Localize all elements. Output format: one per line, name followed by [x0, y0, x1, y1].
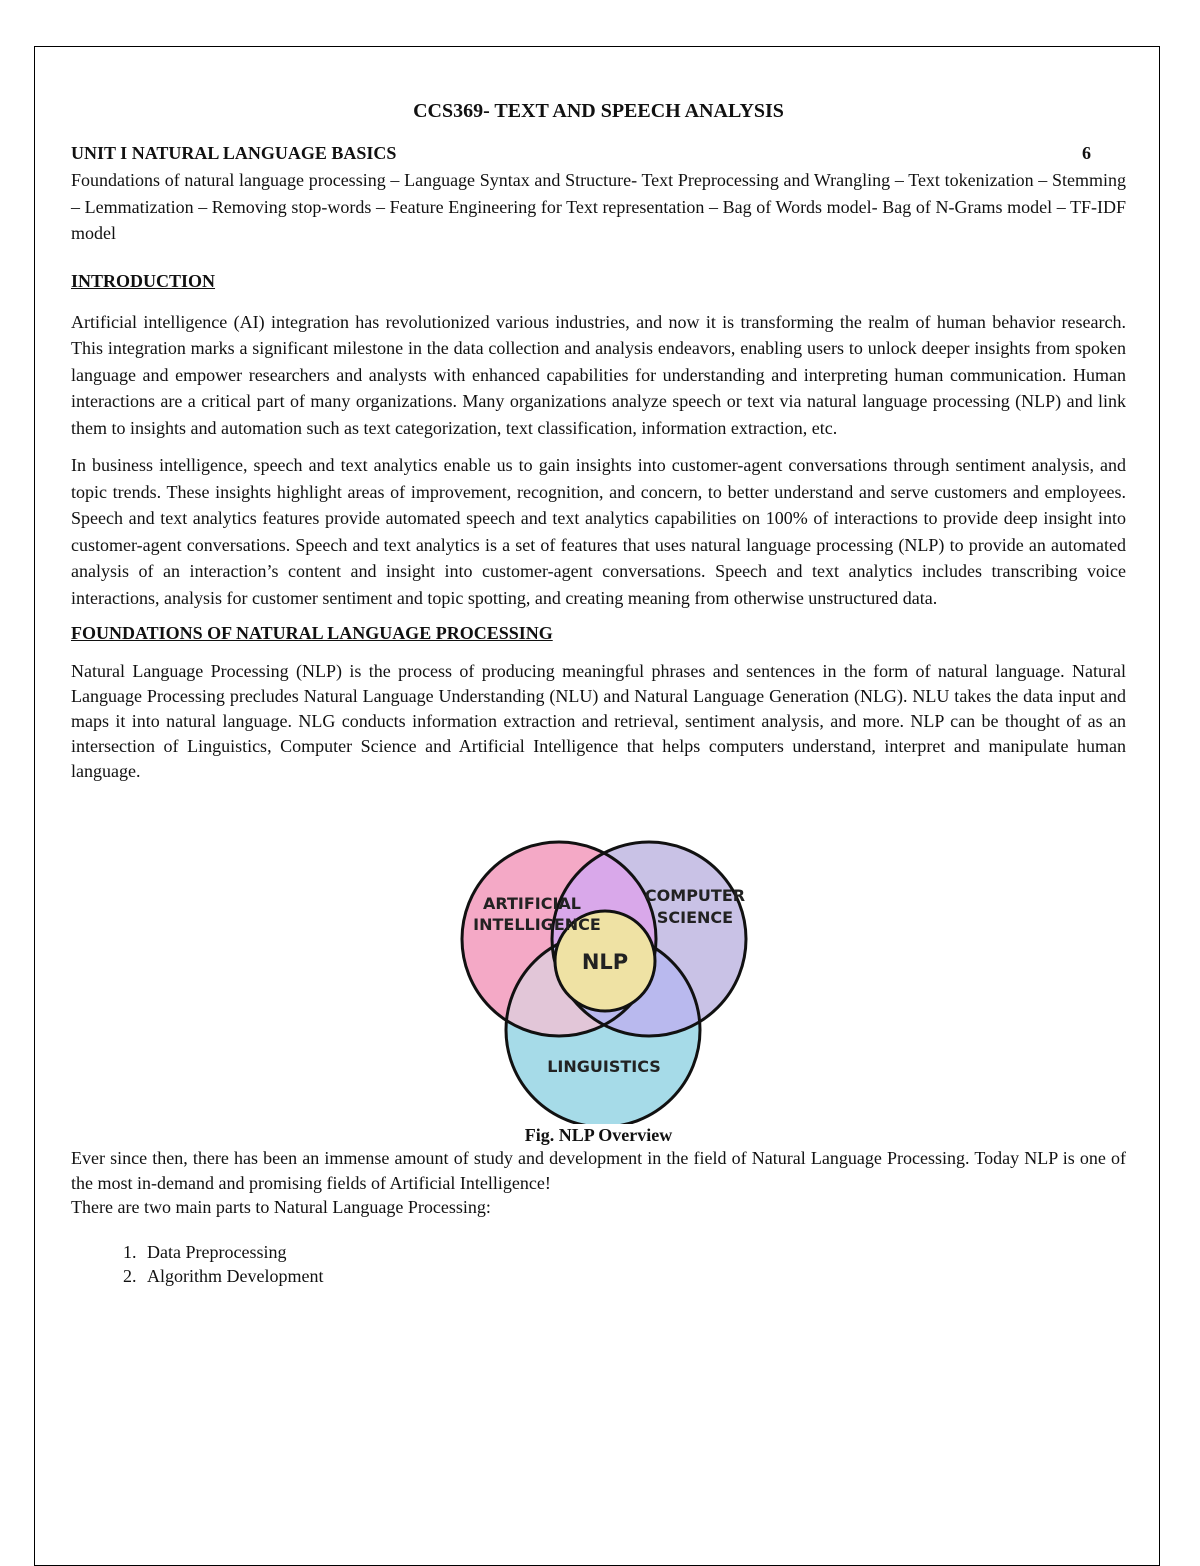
- unit-description: Foundations of natural language processing – Language Syntax and Structure- Text Preprocessing and Wrangling – Text tokenization – Stemming – Lemmatization – Removing stop-words – Feature Engineering for Text representation – Bag of Words model- Bag of N-Grams model – TF-IDF model: [71, 170, 1126, 243]
- ai-label-line1: ARTIFICIAL: [482, 894, 582, 913]
- document-title: CCS369- TEXT AND SPEECH ANALYSIS: [413, 100, 784, 122]
- venn-diagram: [449, 834, 789, 1124]
- after-figure-paragraph: Ever since then, there has been an immense amount of study and development in the field of Natural Language Processing. Today NLP is one of the most in-demand and promising fields of Artificial Intelligence!: [71, 1148, 1126, 1193]
- list-item: 2. Algorithm Development: [141, 1264, 1126, 1289]
- nlp-venn-figure: [71, 834, 1126, 1124]
- linguistics-label: LINGUISTICS: [547, 1057, 661, 1076]
- introduction-paragraph-1: Artificial intelligence (AI) integration has revolutionized various industries, and now it is transforming the realm of human behavior research. This integration marks a significant milestone in the data collection and analysis endeavors, enabling users to unlock deeper insights from spoken language and empower researchers and analysts with enhanced capabilities for understanding and interpreting human communication. Human interactions are a critical part of many organizations. Many organizations analyze speech or text via natural language processing (NLP) and link them to insights and automation such as text categorization, text classification, information extraction, etc.: [71, 311, 1126, 438]
- document-body: [71, 97, 1126, 1289]
- parts-intro-line: There are two main parts to Natural Language Processing:: [71, 1197, 491, 1217]
- unit-heading-row: [71, 141, 1126, 165]
- nlp-label: NLP: [581, 950, 629, 974]
- foundations-heading: FOUNDATIONS OF NATURAL LANGUAGE PROCESSING: [71, 623, 553, 643]
- nlp-parts-list: [71, 1240, 1126, 1289]
- unit-heading: UNIT I NATURAL LANGUAGE BASICS: [71, 143, 397, 163]
- cs-label-line2: SCIENCE: [656, 908, 734, 927]
- figure-caption: Fig. NLP Overview: [524, 1125, 673, 1145]
- cs-label-line1: COMPUTER: [644, 886, 746, 905]
- page-border: [34, 46, 1160, 1566]
- list-item: 1. Data Preprocessing: [141, 1240, 1126, 1265]
- ai-label-line2: INTELLIGENCE: [473, 915, 601, 934]
- introduction-paragraph-2: In business intelligence, speech and text analytics enable us to gain insights into customer-agent conversations through sentiment analysis, and topic trends. These insights highlight areas of improvement, recognition, and concern, to better understand and serve customers and employees. Speech and text analytics features provide automated speech and text analytics capabilities on 100% of interactions to provide deep insight into customer-agent conversations. Speech and text analytics is a set of features that uses natural language processing (NLP) to provide an automated analysis of an interaction’s content and insight into customer-agent conversations. Speech and text analytics includes transcribing voice interactions, analysis for customer sentiment and topic spotting, and creating meaning from otherwise unstructured data.: [71, 455, 1126, 608]
- unit-hours: 6: [1082, 143, 1091, 163]
- introduction-heading: INTRODUCTION: [71, 270, 216, 291]
- foundations-paragraph: Natural Language Processing (NLP) is the process of producing meaningful phrases and sentences in the form of natural language. Natural Language Processing precludes Natural Language Understanding (NLU) and Natural Language Generation (NLG). NLU takes the data input and maps it into natural language. NLG conducts information extraction and retrieval, sentiment analysis, and more. NLP can be thought of as an intersection of Linguistics, Computer Science and Artificial Intelligence that helps computers understand, interpret and manipulate human language.: [71, 661, 1126, 781]
